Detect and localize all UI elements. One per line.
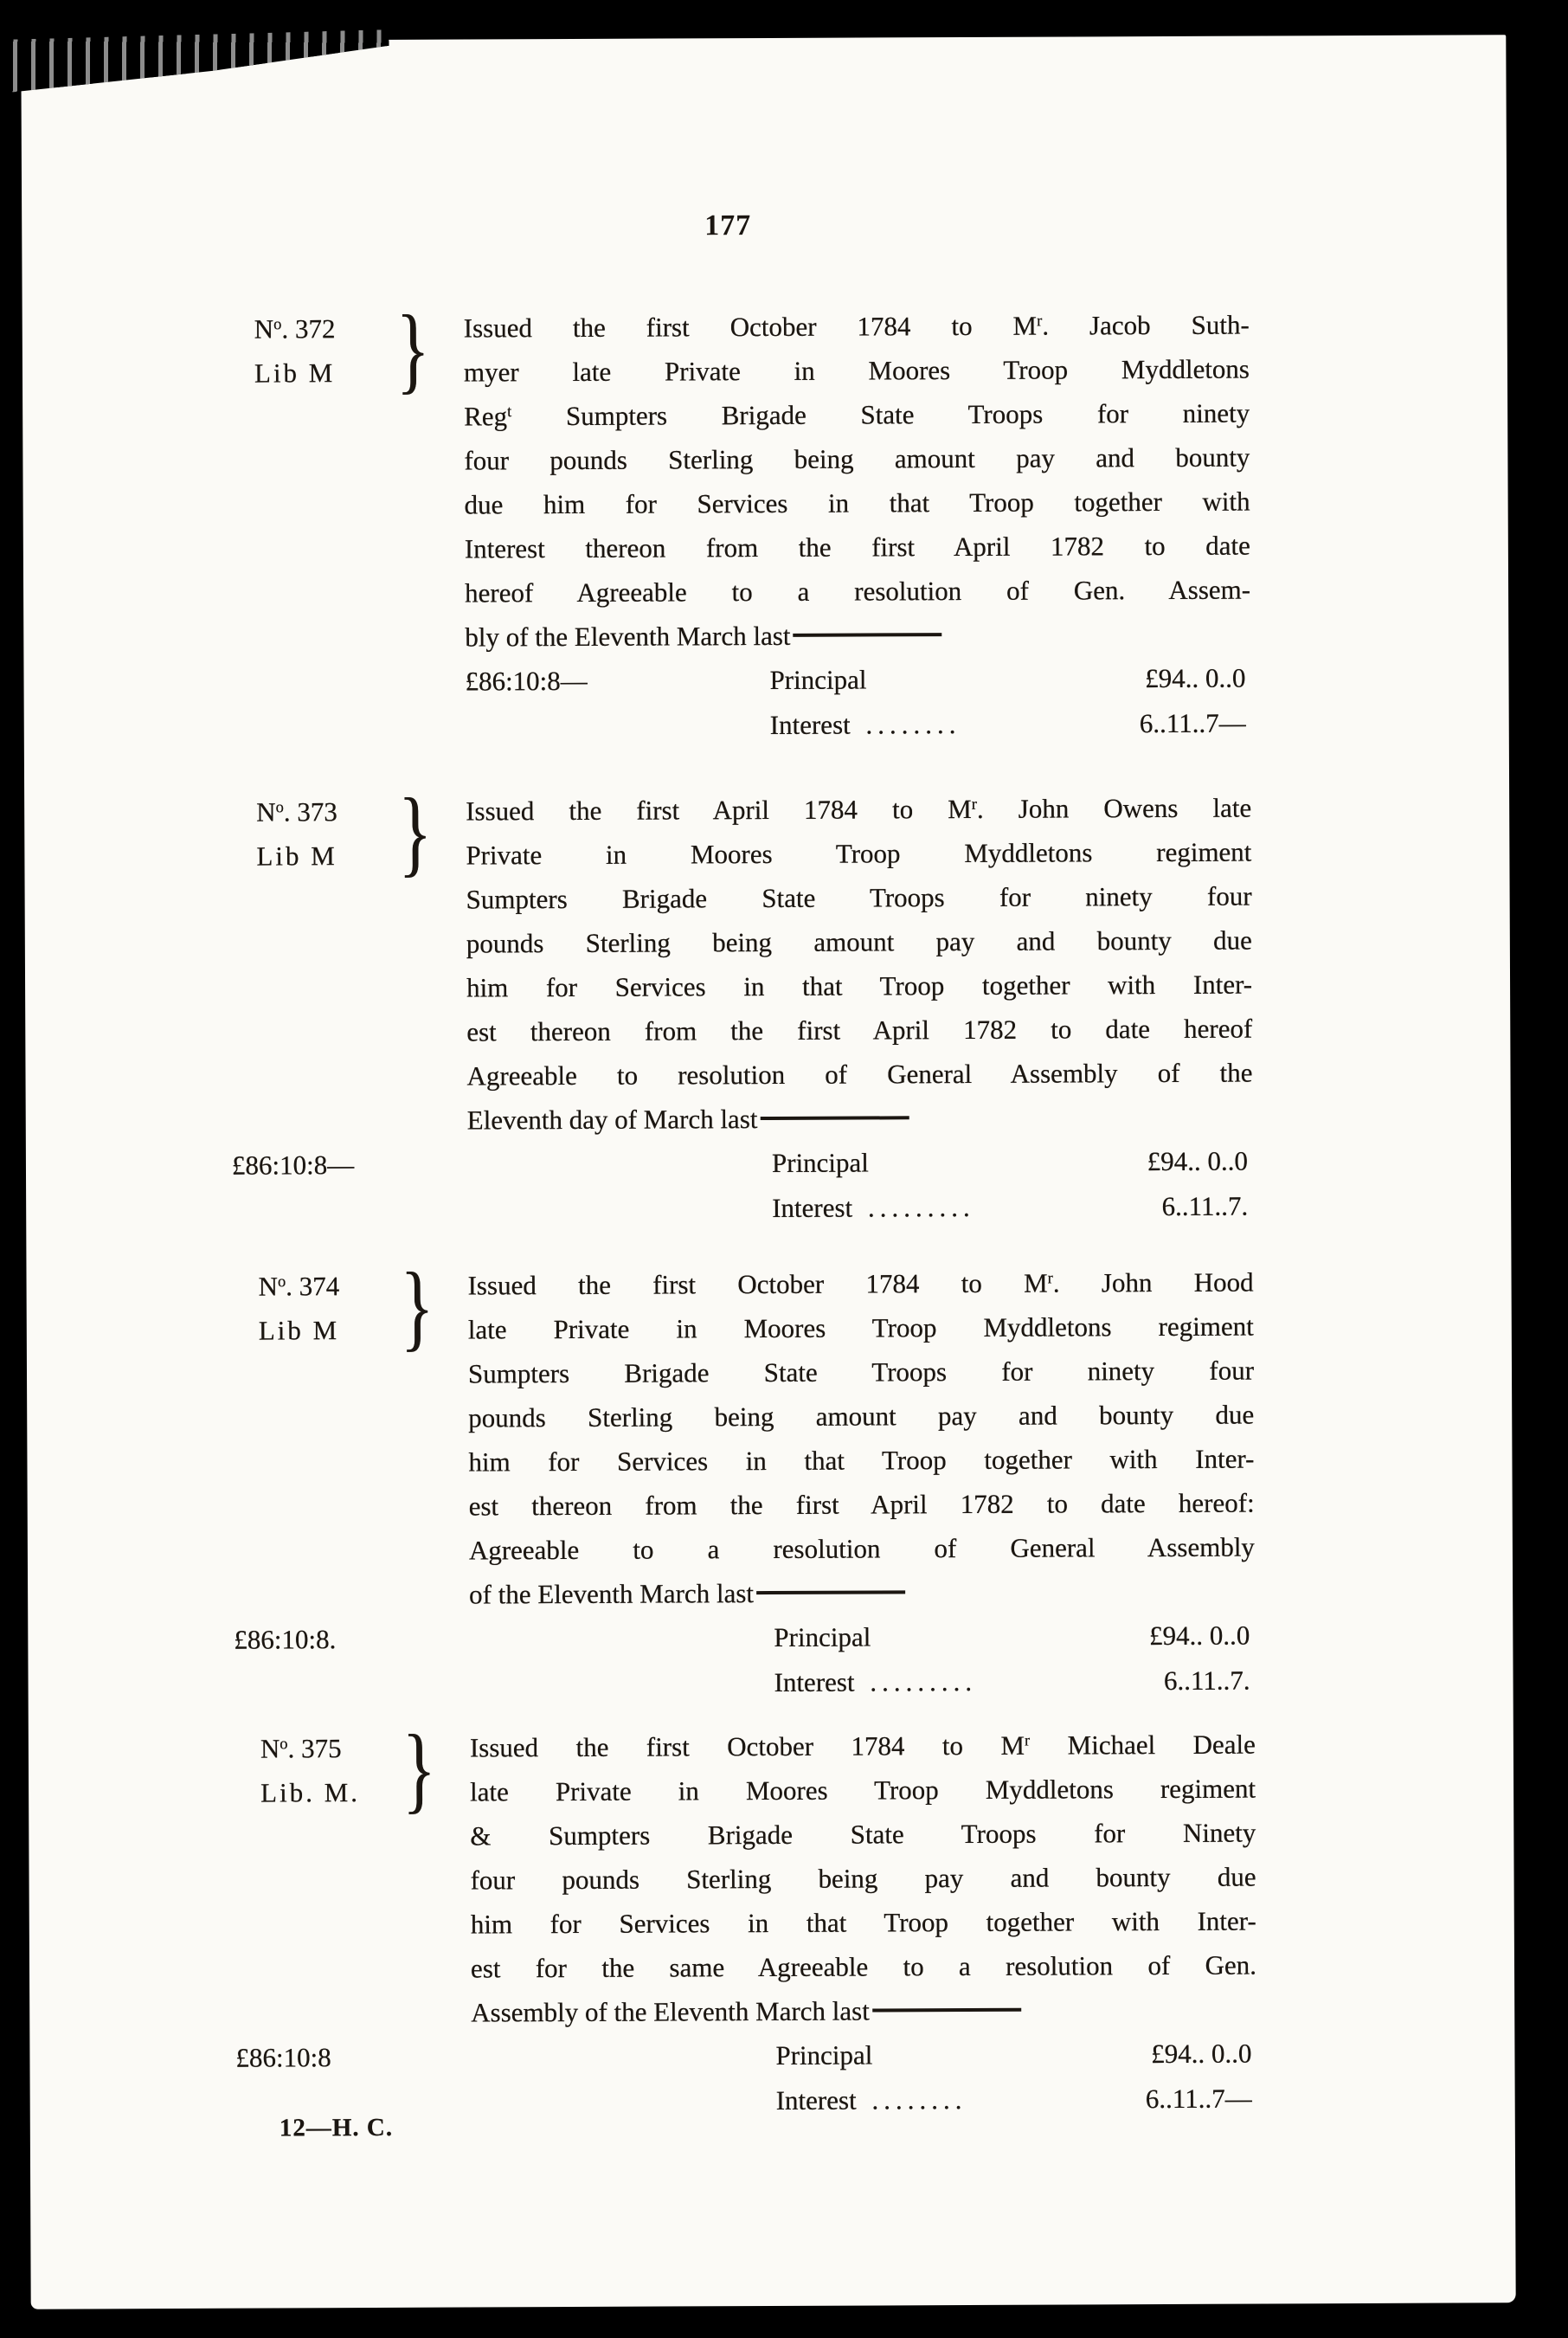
interest-row: [466, 701, 1251, 750]
entry-number: $N^o$. 372: [254, 313, 336, 345]
interest-row: [467, 1184, 1253, 1233]
superscript: o: [277, 1272, 286, 1291]
body-line: Reg$^t$ Sumpters Brigade State Troops for ninety: [464, 397, 1250, 432]
ledger-reference: Lib M: [256, 841, 337, 872]
body-line: Issued the first April 1784 to $M^r$. John Owens late: [466, 792, 1252, 827]
body-line: four pounds Sterling being pay and bounty due: [470, 1861, 1256, 1896]
interest-label: Interest ........: [775, 2084, 967, 2116]
superscript: o: [275, 798, 284, 817]
body-line: him for Services in that Troop together with Inter-: [468, 1443, 1255, 1478]
body-line: Eleventh day of March last: [467, 1095, 1253, 1143]
interest-value: 6..11..7—: [1145, 2083, 1252, 2115]
superscript: o: [273, 315, 282, 334]
body-line: myer late Private in Moores Troop Myddletons: [463, 353, 1250, 388]
entry-number: $N^o$. 373: [256, 796, 337, 828]
body-line: Private in Moores Troop Myddletons regiment: [466, 836, 1252, 871]
body-line: four pounds Sterling being amount pay and bounty: [464, 441, 1250, 476]
ledger-reference: Lib M: [258, 1315, 340, 1346]
principal-value: £94.. 0..0: [1149, 1620, 1250, 1652]
body-line: Agreeable to resolution of General Assembly of the: [466, 1057, 1253, 1092]
body-line: Issued the first October 1784 to $M^r$. Jacob Suth-: [463, 309, 1250, 344]
interest-row: [472, 2077, 1257, 2125]
interest-label: Interest .........: [772, 1191, 975, 1223]
principal-label: Principal: [775, 2039, 873, 2071]
superscript: o: [280, 1735, 288, 1754]
body-line: Interest thereon from the first April 1782 to date: [464, 530, 1250, 564]
body-line: Issued the first October 1784 to $M^r$ Michael Deale: [469, 1729, 1256, 1763]
brace: }: [398, 778, 433, 886]
superscript: t: [507, 403, 512, 422]
body-line: him for Services in that Troop together with Inter-: [466, 969, 1253, 1003]
superscript: r: [1047, 1269, 1053, 1288]
principal-value: £94.. 0..0: [1151, 2038, 1252, 2070]
interest-value: 6..11..7.: [1161, 1190, 1249, 1222]
signature-mark: 12—H. C.: [279, 2113, 394, 2142]
ledger-reference: Lib. M.: [260, 1777, 361, 1808]
sterling-total: £86:10:8: [235, 2042, 331, 2073]
page-number: 177: [704, 209, 752, 242]
body-line: due him for Services in that Troop together with: [464, 486, 1250, 520]
body-line: him for Services in that Troop together with Inter-: [470, 1905, 1256, 1940]
ledger-entry-374: [26, 1253, 1511, 1697]
brace: }: [402, 1715, 436, 1823]
entry-number: $N^o$. 375: [260, 1733, 342, 1764]
principal-row: [231, 1139, 1253, 1188]
dot-leader: .........: [870, 1665, 978, 1697]
principal-label: Principal: [771, 1147, 869, 1178]
ledger-entry-372: [22, 295, 1507, 740]
brace: }: [400, 1253, 434, 1361]
interest-value: 6..11..7—: [1139, 707, 1246, 739]
ledger-entry-373: [24, 778, 1509, 1223]
dash-rule: [756, 1590, 905, 1594]
principal-value: £94.. 0..0: [1147, 1145, 1249, 1177]
ledger-entry-375: [29, 1715, 1513, 2116]
body-line: bly of the Eleventh March last: [465, 612, 1250, 660]
dot-leader: ........: [871, 2084, 967, 2116]
dash-rule: [760, 1116, 909, 1120]
body-line: Agreeable to a resolution of General Assembly: [468, 1531, 1255, 1566]
sterling-total: £86:10:8—: [231, 1150, 355, 1181]
ledger-reference: Lib M: [254, 357, 336, 389]
dash-rule: [793, 633, 941, 637]
body-line: est thereon from the first April 1782 to date hereof: [466, 1013, 1253, 1047]
dot-leader: ........: [865, 709, 961, 740]
superscript: r: [1037, 312, 1043, 331]
entry-number: $N^o$. 374: [258, 1271, 340, 1302]
dash-rule: [872, 2007, 1021, 2012]
principal-label: Principal: [774, 1621, 871, 1652]
body-line: Sumpters Brigade State Troops for ninety four: [466, 880, 1252, 915]
body-line: of the Eleventh March last: [469, 1569, 1255, 1617]
body-line: est for the same Agreeable to a resolution of Gen.: [470, 1949, 1257, 1984]
brace: }: [395, 295, 430, 403]
ledger-page: [21, 35, 1515, 2309]
body-line: Assembly of the Eleventh March last: [471, 1987, 1256, 2035]
body-line: Issued the first October 1784 to $M^r$. John Hood: [467, 1266, 1254, 1301]
body-line: pounds Sterling being amount pay and bounty due: [466, 924, 1252, 959]
principal-row: [465, 656, 1250, 705]
interest-value: 6..11..7.: [1163, 1665, 1250, 1697]
principal-row: [235, 2032, 1256, 2080]
body-line: est thereon from the first April 1782 to date hereof:: [468, 1487, 1255, 1522]
superscript: r: [971, 795, 977, 814]
body-line: & Sumpters Brigade State Troops for Ninety: [470, 1817, 1256, 1852]
sterling-total: £86:10:8.: [234, 1624, 337, 1655]
body-line: late Private in Moores Troop Myddletons regiment: [470, 1773, 1256, 1807]
interest-label: Interest ........: [769, 709, 961, 740]
body-line: hereof Agreeable to a resolution of Gen. Assem-: [465, 574, 1251, 609]
entry-body: [464, 303, 1251, 750]
interest-row: [469, 1658, 1255, 1707]
sterling-total: £86:10:8—: [465, 665, 588, 697]
principal-row: [234, 1613, 1255, 1662]
dot-leader: .........: [867, 1191, 975, 1223]
body-line: pounds Sterling being amount pay and bounty due: [468, 1399, 1255, 1433]
superscript: r: [1024, 1731, 1031, 1750]
entries: [21, 35, 1515, 2309]
body-line: Sumpters Brigade State Troops for ninety four: [467, 1355, 1255, 1389]
body-line: late Private in Moores Troop Myddletons regiment: [467, 1311, 1254, 1345]
principal-label: Principal: [769, 664, 867, 695]
interest-label: Interest .........: [774, 1665, 978, 1697]
principal-value: £94.. 0..0: [1145, 662, 1246, 694]
